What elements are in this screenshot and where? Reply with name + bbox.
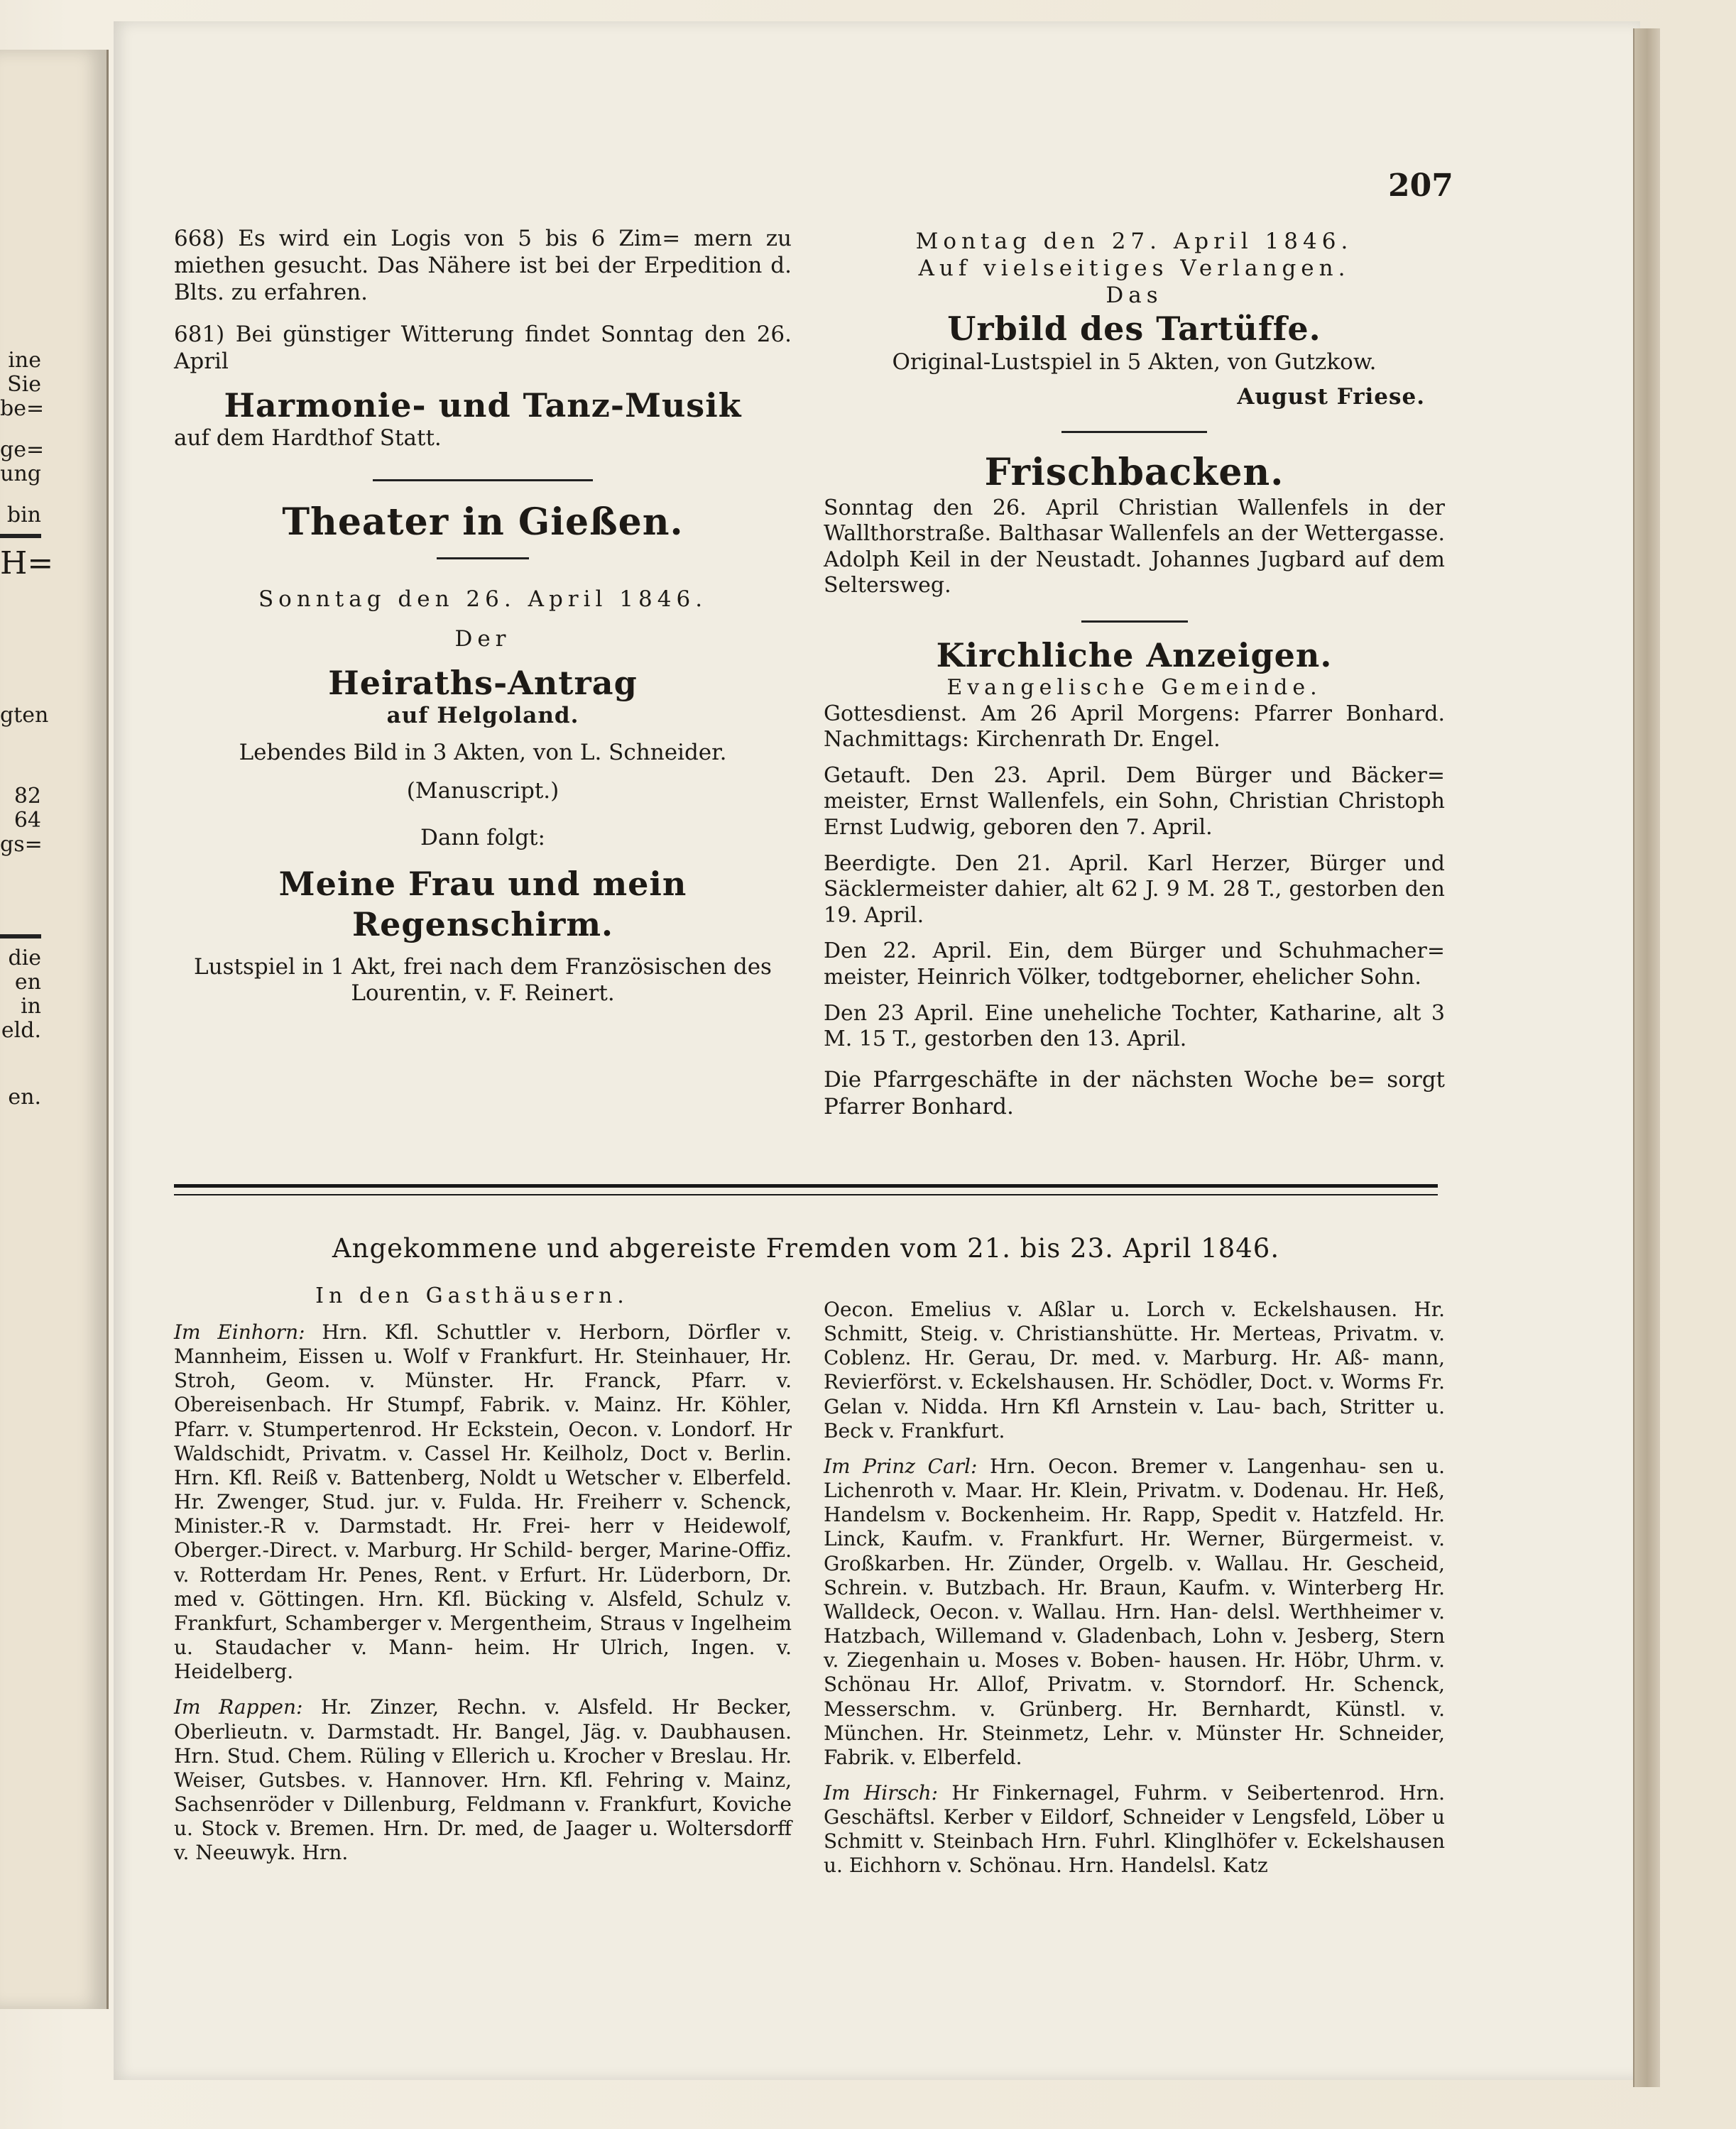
prinz-carl-entry [824,1455,1445,1770]
section-rule [1061,431,1207,433]
previous-page-fragment: bin [6,503,41,527]
church-subheading: Evangelische Gemeinde. [946,675,1322,701]
previous-page-fragment: ung [0,461,41,486]
rappen-text: Hr. Zinzer, Rechn. v. Alsfeld. Hr Becker, Oberlieutn. v. Darmstadt. Hr. Bangel, Jäg. v. Daubhausen. Hrn. Stud. Chem. Rüling v Ellerich u. Krocher v Breslau. Hr. Weiser, Gutsbes. v. Hannover. Hrn. Kfl. Fehring v. Mainz, Sachsenröder v Dillenburg, Feldmann v. Frankfurt, Koviche u. Stock v. Bremen. Hrn. Dr. med, de Jaager u. Woltersdorff v. Neeuwyk. Hrn. [174,1695,792,1865]
section-rule [437,557,529,559]
theatre-heading: Theater in Gießen. [282,500,684,544]
section-rule [373,479,593,481]
rappen-entry [174,1695,792,1865]
church-service: Gottesdienst. Am 26 April Morgens: Pfarrer Bonhard. Nachmittags: Kirchenrath Dr. Engel. [824,701,1445,752]
travelers-right-column [824,1298,1445,1890]
previous-page-fragment: en. [8,1085,41,1110]
rappen-label: Im Rappen: [174,1695,303,1719]
bakery-heading: Frischbacken. [984,451,1284,495]
previous-page-fragment: 82 [13,784,41,809]
play-article: Der [454,626,511,652]
regenschirm-title: Meine Frau und mein Regenschirm. [278,865,687,943]
prinz-carl-label: Im Prinz Carl: [824,1454,978,1478]
tartueffe-title: Urbild des Tartüffe. [947,310,1321,349]
continued-travelers-text: Oecon. Emelius v. Aßlar u. Lorch v. Eckelshausen. Hr. Schmitt, Steig. v. Christianshütte. Hr. Merteas, Privatm. v. Coblenz. Hr. Gerau, Dr. med. v. Marburg. Hr. Aß- mann, Revierförst. v. Eckelshausen. Hr. Schödler, Doct. v. Worms Fr. Gelan v. Nidda. Hrn Kfl Arnstein v. Lau- bach, Stritter u. Beck v. Frankfurt. [824,1298,1445,1443]
travelers-title: Angekommene und abgereiste Fremden vom 21. bis 23. April 1846. [332,1233,1280,1264]
tartueffe-description: Original-Lustspiel in 5 Akten, von Gutzkow. [892,349,1377,375]
church-baptized: Getauft. Den 23. April. Dem Bürger und Bäcker= meister, Ernst Wallenfels, ein Sohn, Christian Christoph Ernst Ludwig, geboren den 7. April. [824,762,1445,841]
sunday-date: Sonntag den 26. April 1846. [258,586,708,613]
prinz-carl-text: Hrn. Oecon. Bremer v. Langenhau- sen u. Lichenroth v. Maar. Hr. Klein, Privatm. v. Dodenau. Hr. Heß, Handelsm v. Bockenheim. Hr. Rapp, Spedit v. Hatzfeld. Hr. Linck, Kaufm. v. Frankfurt. Hr. Werner, Bürgermeist. v. Großkarben. Hr. Zünder, Orgelb. v. Wallau. Hr. Gescheid, Schrein. v. Butzbach. Hr. Braun, Kaufm. v. Winterberg Hr. Walldeck, Oecon. v. Wallau. Hrn. Han- delsl. Werthheimer v. Hatzbach, Willemand v. Gladenbach, Lohn v. Jesberg, Stern v. Ziegenhain u. Moses v. Boben- hausen. Hr. Höbr, Uhrm. v. Schönau Hr. Allof, Privatm. v. Storndorf. Hr. Schenck, Messerschm. v. Grünberg. Hr. Bernhardt, Künstl. v. München. Hr. Steinmetz, Lehr. v. Münster Hr. Schneider, Fabrik. v. Elberfeld. [824,1454,1446,1769]
then-follows: Dann folgt: [420,824,545,850]
left-column [174,226,792,1017]
previous-page-rule [0,934,41,938]
monday-date: Montag den 27. April 1846. [915,229,1353,254]
church-buried: Beerdigte. Den 21. April. Karl Herzer, Bürger und Säcklermeister dahier, alt 62 J. 9 M. 28 T., gestorben den 19. April. [824,850,1445,928]
page-number: 207 [1388,168,1453,204]
travelers-subtitle: In den Gasthäusern. [315,1284,629,1308]
travelers-left-column [174,1320,792,1876]
play-description: Lebendes Bild in 3 Akten, von L. Schneider. [239,739,727,765]
previous-page-fragment: die [8,946,41,970]
previous-page-fragment: 64 [13,808,41,833]
section-rule [1081,620,1188,623]
previous-page-fragment: gs= [0,832,43,857]
church-death-child: Den 23 April. Eine uneheliche Tochter, Katharine, alt 3 M. 15 T., gestorben den 13. April. [824,1000,1445,1052]
church-heading: Kirchliche Anzeigen. [936,635,1333,674]
harmonie-place: auf dem Hardthof Statt. [174,425,442,451]
previous-page-fragment: en [14,970,41,995]
hirsch-text: Hr Finkernagel, Fuhrm. v Seibertenrod. Hrn. Geschäftsl. Kerber v Eildorf, Schneider v Lengsfeld, Löber u Schmitt v. Steinbach Hrn. Fuhrl. Klinglhöfer v. Eckelshausen u. Eichhorn v. Schönau. Hrn. Handelsl. Katz [824,1780,1445,1878]
previous-page-fragment: in [21,994,41,1019]
einhorn-text: Hrn. Kfl. Schuttler v. Herborn, Dörfler v. Mannheim, Eissen u. Wolf v Frankfurt. Hr. Steinhauer, Hr. Stroh, Geom. v. Münster. Hr. Franck, Pfarr. v. Obereisenbach. Hr Stumpf, Fabrik. v. Mainz. Hr. Köhler, Pfarr. v. Stumpertenrod. Hr Eckstein, Oecon. v. Londorf. Hr Waldschidt, Privatm. v. Cassel Hr. Keilholz, Doct v. Berlin. Hrn. Kfl. Reiß v. Battenberg, Noldt u Wetscher v. Elberfeld. Hr. Zwenger, Stud. jur. v. Fulda. Hr. Freiherr v. Schenck, Minister.-R v. Darmstadt. Hr. Frei- herr v Heidewolf, Oberger.-Direct. v. Marburg. Hr Schild- berger, Marine-Offiz. v. Rotterdam Hr. Penes, Rent. v Erfurt. Hr. Lüderborn, Dr. med v. Göttingen. Hrn. Kfl. Bücking v. Alsfeld, Schulz v. Frankfurt, Schamberger v. Mergentheim, Straus v Ingelheim u. Staudacher v. Mann- heim. Hr Ulrich, Ingen. v. Heidelberg. [174,1320,792,1684]
previous-page-fragment: H= [0,545,54,581]
regenschirm-description: Lustspiel in 1 Akt, frei nach dem Französischen des Lourentin, v. F. Reinert. [194,953,772,1007]
page-stack-edge [1633,28,1660,2087]
lower-section-rule [174,1184,1438,1195]
church-stillborn: Den 22. April. Ein, dem Bürger und Schuhmacher= meister, Heinrich Völker, todtgeborner, ehelicher Sohn. [824,938,1445,990]
play-article-right: Das [1106,282,1163,308]
notice-668: 668) Es wird ein Logis von 5 bis 6 Zim= mern zu miethen gesucht. Das Nähere ist bei der Erpedition d. Blts. zu erfahren. [174,226,792,305]
manuscript-note: (Manuscript.) [406,777,559,804]
previous-page-fragment: ine [8,348,41,373]
previous-page-fragment: be= [0,396,45,421]
hirsch-entry [824,1781,1445,1878]
previous-page-fragment: ge= [0,437,45,462]
harmonie-heading: Harmonie- und Tanz-Musik [224,386,742,425]
right-column [824,229,1445,1130]
previous-page-fragment: eld. [1,1018,41,1043]
previous-page-fragments [0,348,54,1110]
performance-request: Auf vielseitiges Verlangen. [918,255,1350,281]
einhorn-label: Im Einhorn: [174,1320,305,1344]
parish-duties: Die Pfarrgeschäfte in der nächsten Woche be= sorgt Pfarrer Bonhard. [824,1066,1445,1120]
einhorn-entry [174,1320,792,1684]
previous-page-fragment: gten [0,703,49,728]
hirsch-label: Im Hirsch: [824,1780,939,1805]
bakery-text: Sonntag den 26. April Christian Wallenfels in der Wallthorstraße. Balthasar Wallenfels an der Wettergasse. Adolph Keil in der Neustadt. Johannes Jugbard auf dem Seltersweg. [824,495,1445,598]
previous-page-rule [0,534,41,538]
previous-page-fragment: Sie [7,372,41,397]
heiraths-antrag-title: Heiraths-Antrag [328,664,638,703]
notice-681: 681) Bei günstiger Witterung findet Sonntag den 26. April [174,322,792,375]
manager-signature: August Friese. [1237,384,1425,410]
helgoland-place: auf Helgoland. [386,703,579,729]
